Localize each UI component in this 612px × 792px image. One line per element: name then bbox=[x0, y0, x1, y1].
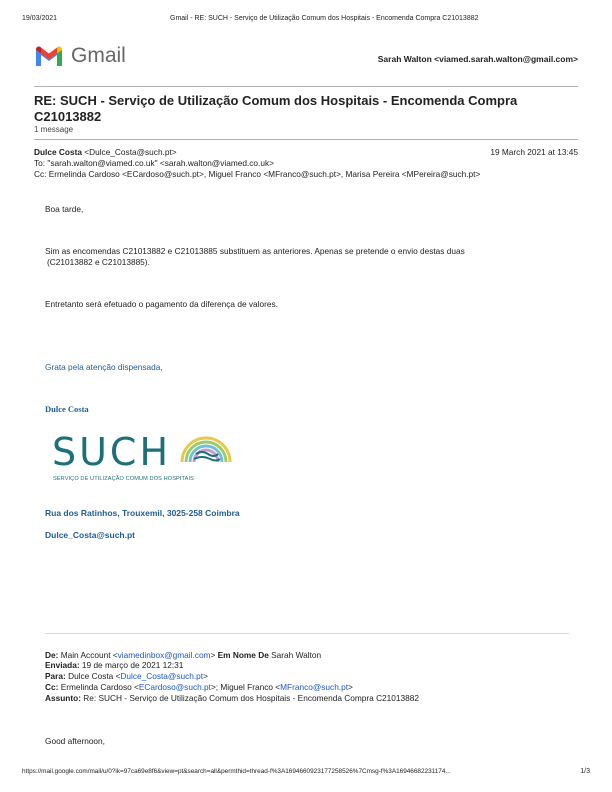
quote-divider bbox=[45, 633, 569, 634]
quoted-email-link[interactable]: ECardoso@such.pt bbox=[138, 682, 211, 692]
print-url: https://mail.google.com/mail/u/0?ik=97ca69e8f6&view=pt&search=all&permthid=thread-f%3A1694660923177258526%7Cmsg-f%3A16946682231174... bbox=[22, 768, 451, 775]
quoted-label: Enviada: bbox=[45, 660, 80, 670]
quoted-sent-line bbox=[45, 660, 183, 670]
quoted-value: Ermelinda Cardoso < bbox=[60, 682, 139, 692]
divider bbox=[34, 139, 578, 140]
quoted-value: > bbox=[203, 671, 208, 681]
print-date: 19/03/2021 bbox=[22, 15, 58, 22]
account-email: Sarah Walton <viamed.sarah.walton@gmail.com> bbox=[377, 54, 578, 64]
quoted-value: > bbox=[348, 682, 353, 692]
quoted-value: 19 de março de 2021 12:31 bbox=[81, 660, 184, 670]
quoted-label: Em Nome De bbox=[217, 650, 269, 660]
quoted-cc-line bbox=[45, 682, 353, 692]
quoted-to-line bbox=[45, 671, 208, 681]
page-number: 1/3 bbox=[580, 768, 590, 775]
cc-line: Cc: Ermelinda Cardoso <ECardoso@such.pt>, Miguel Franco <MFranco@such.pt>, Marisa Pereira <MPereira@such.pt> bbox=[34, 169, 481, 179]
quoted-value: Sarah Walton bbox=[271, 650, 322, 660]
print-title: Gmail - RE: SUCH - Serviço de Utilização Comum dos Hospitais - Encomenda Compra C21013882 bbox=[170, 15, 479, 22]
thread-subject-line2: C21013882 bbox=[34, 109, 102, 124]
quoted-value: > bbox=[210, 650, 216, 660]
quoted-value: Re: SUCH - Serviço de Utilização Comum dos Hospitais - Encomenda Compra C21013882 bbox=[83, 693, 419, 703]
quoted-email-link[interactable]: MFranco@such.pt bbox=[280, 682, 349, 692]
quoted-email-link[interactable]: viamedinbox@gmail.com bbox=[117, 650, 211, 660]
quoted-value: Main Account < bbox=[60, 650, 118, 660]
quoted-subject-line bbox=[45, 693, 419, 703]
signature-email-link[interactable]: Dulce_Costa@such.pt bbox=[45, 530, 136, 540]
body-line: Sim as encomendas C21013882 e C21013885 substituem as anteriores. Apenas se pretende o envio destas duas bbox=[45, 246, 465, 256]
message-date: 19 March 2021 at 13:45 bbox=[490, 147, 578, 157]
thanks-line: Grata pela atenção dispensada, bbox=[45, 362, 163, 372]
such-logo bbox=[52, 428, 234, 490]
quoted-from-line bbox=[45, 650, 321, 660]
to-line: To: "sarah.walton@viamed.co.uk" <sarah.walton@viamed.co.uk> bbox=[34, 158, 274, 168]
thread-subject-line1: RE: SUCH - Serviço de Utilização Comum dos Hospitais - Encomenda Compra bbox=[34, 93, 518, 108]
sender-name: Dulce Costa bbox=[34, 147, 82, 157]
gmail-wordmark: Gmail bbox=[71, 44, 126, 67]
quoted-label: Assunto: bbox=[45, 693, 81, 703]
sender-email: <Dulce_Costa@such.pt> bbox=[84, 147, 177, 157]
quoted-email-link[interactable]: Dulce_Costa@such.pt bbox=[120, 671, 204, 681]
greeting: Boa tarde, bbox=[45, 204, 84, 214]
quoted-value: >; Miguel Franco < bbox=[210, 682, 281, 692]
quoted-label: Cc: bbox=[45, 682, 59, 692]
signature-name: Dulce Costa bbox=[45, 404, 89, 414]
rainbow-icon bbox=[178, 428, 234, 468]
message-count: 1 message bbox=[34, 125, 74, 134]
sender bbox=[34, 147, 177, 157]
quoted-greeting: Good afternoon, bbox=[45, 736, 105, 746]
quoted-value: Dulce Costa < bbox=[68, 671, 121, 681]
such-logo-tagline: SERVIÇO DE UTILIZAÇÃO COMUM DOS HOSPITAIS bbox=[53, 476, 194, 482]
body-line: (C21013882 e C21013885). bbox=[47, 257, 150, 267]
signature-address: Rua dos Ratinhos, Trouxemil, 3025-258 Coimbra bbox=[45, 508, 240, 518]
such-logo-word: SUCH bbox=[52, 430, 172, 474]
divider bbox=[34, 86, 578, 87]
body-line: Entretanto será efetuado o pagamento da diferença de valores. bbox=[45, 299, 278, 309]
quoted-label: De: bbox=[45, 650, 59, 660]
quoted-label: Para: bbox=[45, 671, 66, 681]
gmail-logo-icon bbox=[34, 44, 64, 68]
